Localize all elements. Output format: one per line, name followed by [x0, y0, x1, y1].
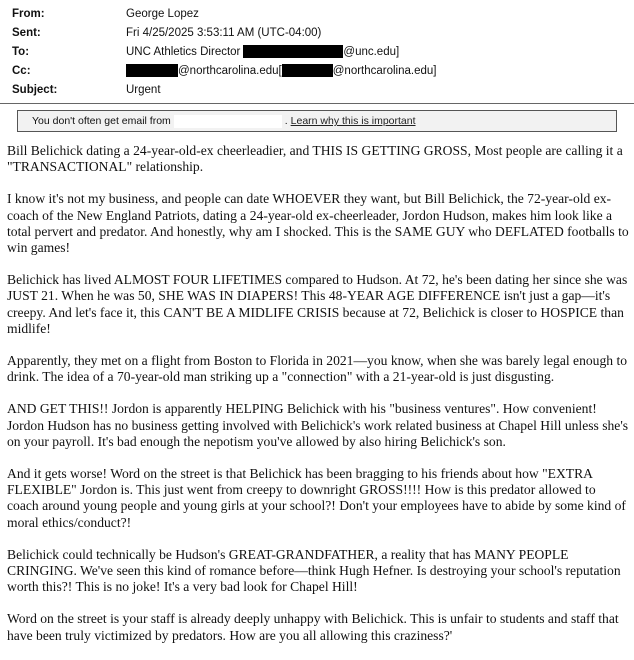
- redaction-block: [282, 64, 333, 77]
- sent-row: [12, 23, 624, 42]
- notice-text: You don't often get email from: [32, 115, 171, 127]
- body-paragraph: And it gets worse! Word on the street is that Belichick has been bragging to his friends about how "EXTRA FLEXIBLE" Jordon is. This just went from creepy to downright GROSS!!!! How is this predator allowed to coach around young people and young girls at your school?! Don't your employees have to abide by some kind of moral ethics/conduct?!: [7, 466, 626, 530]
- cc-part1: @northcarolina.edu[: [178, 64, 282, 77]
- body-paragraph: Belichick could technically be Hudson's GREAT-GRANDFATHER, a reality that has MANY PEOPLE CRINGING. We've seen this kind of romance before—think Hugh Hefner. Is destroying your school's reputation worth this?! This is no joke! It's a very bad look for Chapel Hill!: [7, 546, 621, 595]
- body-paragraph: AND GET THIS!! Jordon is apparently HELPING Belichick with his "business ventures". How convenient! Jordon Hudson has no business getting involved with Belichick's work related business at Chapel Hill unless she's on your payroll. It's bad enough the nepotism you've allowed by also hiring Belichick's son.: [7, 401, 629, 449]
- redaction-block: [126, 64, 178, 77]
- body-paragraph: Belichick has lived ALMOST FOUR LIFETIMES compared to Hudson. At 72, he's been dating her since she was JUST 21. When he was 50, SHE WAS IN DIAPERS! This 48-YEAR AGE DIFFERENCE isn't just a gap—it's creepy. And let's face it, this CAN'T BE A MIDLIFE CRISIS because at 72, Belichick is closer to HOSPICE than midlife!: [7, 272, 628, 336]
- redaction-block: [243, 45, 343, 58]
- from-label: From:: [12, 7, 45, 20]
- body-paragraph: Apparently, they met on a flight from Boston to Florida in 2021—you know, when she was barely legal enough to drink. The idea of a 70-year-old man striking up a "connection" with a 21-year-old is just disgusting.: [7, 353, 628, 385]
- body-paragraph: I know it's not my business, and people can date WHOEVER they want, but Bill Belichick, the 72-year-old ex-coach of the New England Patriots, dating a 24-year-old ex-cheerleader, Jordon Hudson, makes him look like a total pervert and predator. And honestly, why am I shocked. This is the SAME GUY who DEFLATED footballs to win games!: [7, 191, 629, 256]
- cc-part2: @northcarolina.edu]: [332, 64, 437, 77]
- from-value: George Lopez: [126, 7, 199, 20]
- cc-label: Cc:: [12, 64, 31, 77]
- to-suffix: @unc.edu]: [343, 45, 400, 58]
- sent-label: Sent:: [12, 26, 41, 39]
- email-body: [7, 143, 629, 660]
- subject-label: Subject:: [12, 83, 58, 96]
- to-label: To:: [12, 45, 30, 58]
- divider: [0, 103, 634, 104]
- subject-row: [12, 80, 624, 99]
- body-paragraph: Word on the street is your staff is already deeply unhappy with Belichick. This is unfair to students and staff that have been truly victimized by predators. How are you all allowing this craziness?': [7, 611, 619, 643]
- redacted-sender-blank: [174, 115, 282, 128]
- sent-value: Fri 4/25/2025 3:53:11 AM (UTC-04:00): [126, 26, 322, 39]
- cc-row: [12, 61, 624, 80]
- body-paragraph: Bill Belichick dating a 24-year-old-ex cheerleadier, and THIS IS GETTING GROSS, Most people are calling it a "TRANSACTIONAL" relationship.: [7, 143, 623, 175]
- notice-separator: .: [284, 115, 291, 127]
- subject-value: Urgent: [126, 83, 161, 96]
- to-value: [126, 45, 399, 58]
- email-header: [12, 4, 624, 99]
- from-row: [12, 4, 624, 23]
- to-row: [12, 42, 624, 61]
- learn-why-link[interactable]: Learn why this is important: [290, 115, 416, 127]
- cc-value: [126, 64, 437, 77]
- to-prefix: UNC Athletics Director: [126, 45, 241, 58]
- external-sender-notice: [17, 110, 617, 132]
